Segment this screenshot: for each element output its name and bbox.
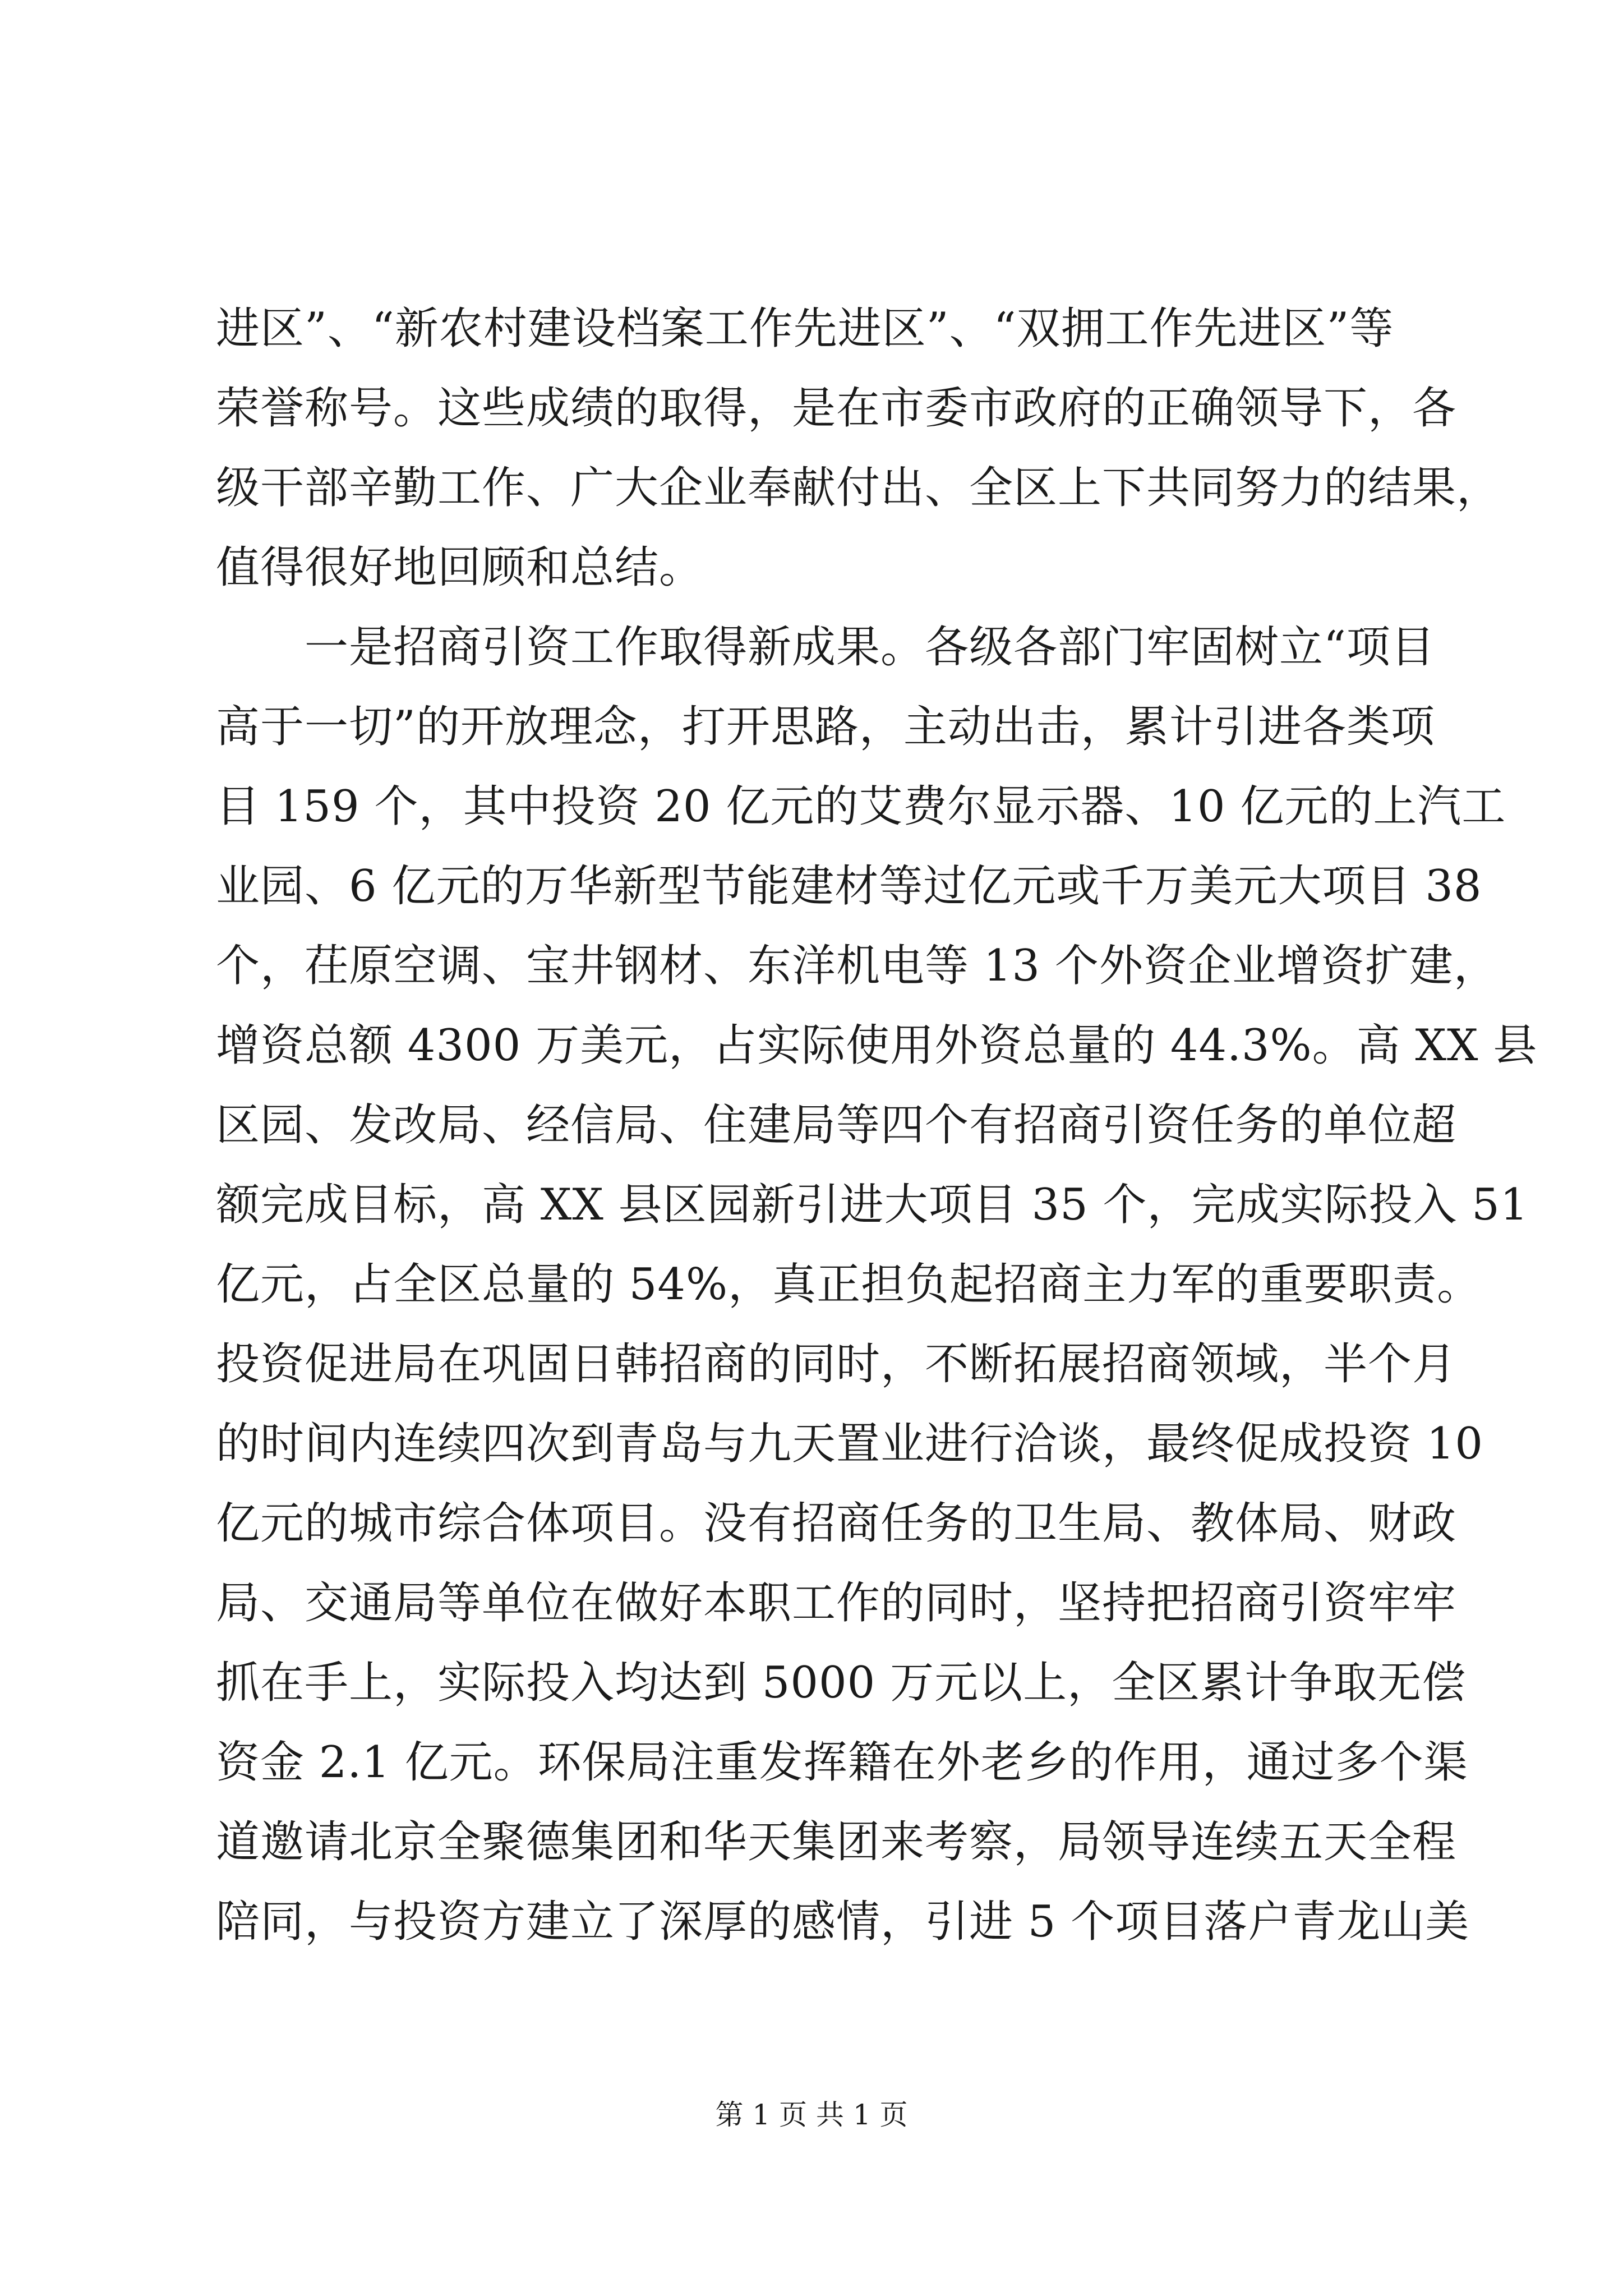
- text-line: 投资促进局在巩固日韩招商的同时，不断拓展招商领域，半个月: [216, 1339, 1457, 1389]
- text-line: 进区”、“新农村建设档案工作先进区”、“双拥工作先进区”等: [216, 303, 1394, 354]
- page-footer: [0, 2095, 1623, 2134]
- text-line: 增资总额 4300 万美元，占实际使用外资总量的 44.3%。高 XX 县: [216, 1020, 1538, 1071]
- text-line: 资金 2.1 亿元。环保局注重发挥籍在外老乡的作用，通过多个渠: [216, 1737, 1468, 1788]
- text-line: 道邀请北京全聚德集团和华天集团来考察，局领导连续五天全程: [216, 1817, 1457, 1867]
- body-text: [216, 289, 1538, 1962]
- text-line: 区园、发改局、经信局、住建局等四个有招商引资任务的单位超: [216, 1100, 1457, 1151]
- text-line: 的时间内连续四次到青岛与九天置业进行洽谈，最终促成投资 10: [216, 1419, 1484, 1469]
- text-line: 荣誉称号。这些成绩的取得，是在市委市政府的正确领导下，各: [216, 383, 1457, 434]
- text-line: 一是招商引资工作取得新成果。各级各部门牢固树立“项目: [216, 622, 1435, 673]
- text-line: 亿元的城市综合体项目。没有招商任务的卫生局、教体局、财政: [216, 1498, 1457, 1549]
- page-number-label: 第 1 页 共 1 页: [715, 2099, 908, 2131]
- text-line: 值得很好地回顾和总结。: [216, 542, 704, 593]
- text-line: 业园、6 亿元的万华新型节能建材等过亿元或千万美元大项目 38: [216, 861, 1482, 912]
- text-line: 局、交通局等单位在做好本职工作的同时，坚持把招商引资牢牢: [216, 1578, 1457, 1628]
- text-line: 额完成目标，高 XX 县区园新引进大项目 35 个，完成实际投入 51: [216, 1180, 1529, 1230]
- text-line: 目 159 个，其中投资 20 亿元的艾费尔显示器、10 亿元的上汽工: [216, 781, 1506, 832]
- text-line: 陪同，与投资方建立了深厚的感情，引进 5 个项目落户青龙山美: [216, 1897, 1470, 1947]
- text-line: 抓在手上，实际投入均达到 5000 万元以上，全区累计争取无偿: [216, 1658, 1467, 1708]
- text-line: 亿元，占全区总量的 54%，真正担负起招商主力军的重要职责。: [216, 1259, 1482, 1310]
- text-line: 级干部辛勤工作、广大企业奉献付出、全区上下共同努力的结果，: [216, 463, 1501, 513]
- text-line: 高于一切”的开放理念，打开思路，主动出击，累计引进各类项: [216, 702, 1435, 752]
- text-line: 个，茌原空调、宝井钢材、东洋机电等 13 个外资企业增资扩建，: [216, 941, 1498, 991]
